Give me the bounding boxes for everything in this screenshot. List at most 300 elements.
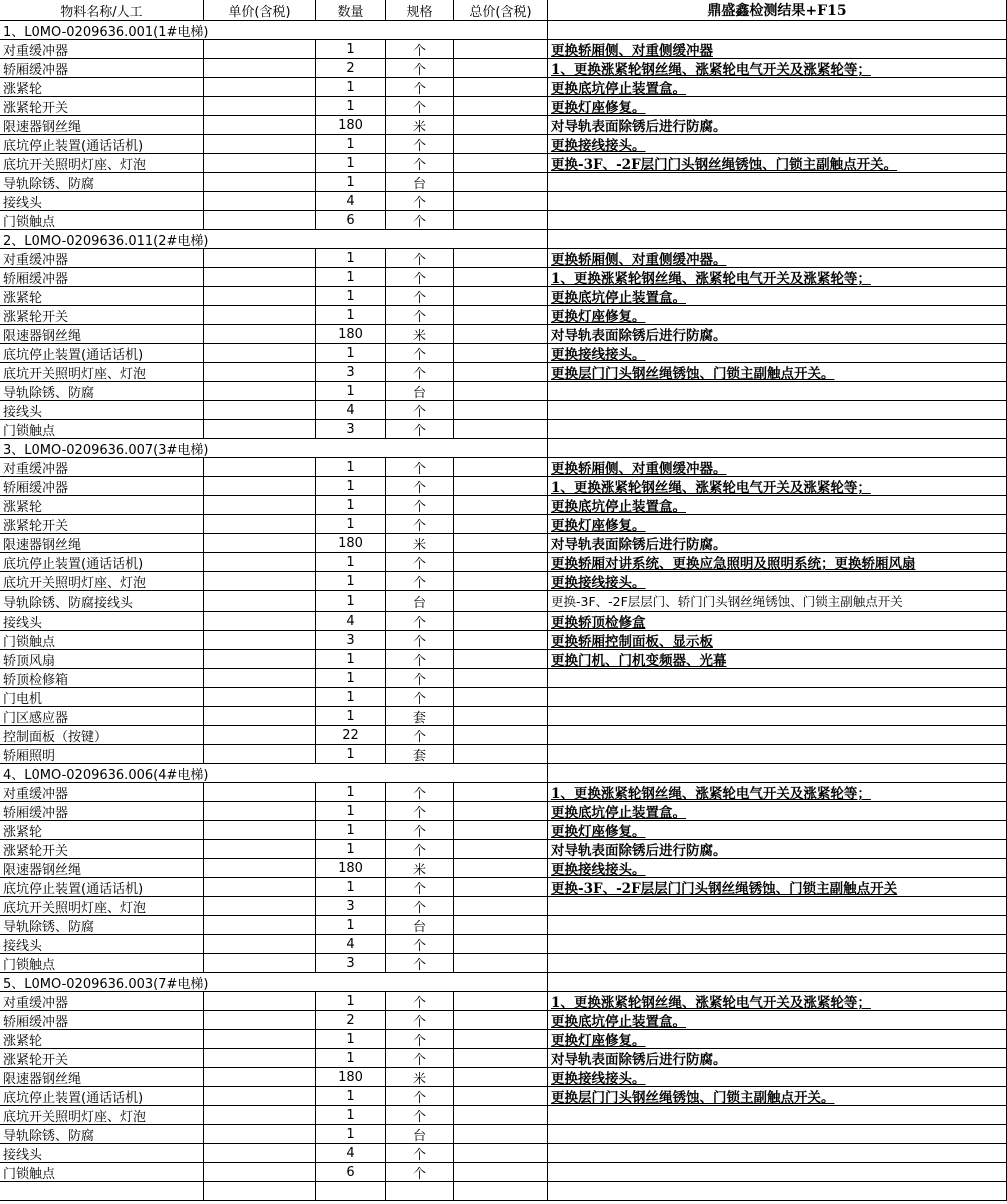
qty-cell[interactable]: 2 [316, 1011, 386, 1030]
qty-cell[interactable]: 6 [316, 211, 386, 230]
total-cell[interactable] [454, 669, 548, 688]
name-cell[interactable]: 接线头 [0, 192, 204, 211]
price-cell[interactable] [204, 211, 316, 230]
price-cell[interactable] [204, 477, 316, 496]
unit-cell[interactable]: 个 [386, 192, 454, 211]
total-cell[interactable] [454, 878, 548, 897]
total-cell[interactable] [454, 192, 548, 211]
unit-cell[interactable]: 米 [386, 325, 454, 344]
result-cell[interactable]: 更换灯座修复。 [548, 821, 1007, 840]
price-cell[interactable] [204, 897, 316, 916]
name-cell[interactable]: 门区感应器 [0, 707, 204, 726]
price-cell[interactable] [204, 726, 316, 745]
name-cell[interactable]: 底坑开关照明灯座、灯泡 [0, 1106, 204, 1125]
result-cell[interactable] [548, 382, 1007, 401]
total-cell[interactable] [454, 650, 548, 669]
name-cell[interactable]: 底坑停止装置(通话话机) [0, 1087, 204, 1106]
qty-cell[interactable]: 1 [316, 40, 386, 59]
result-cell[interactable]: 对导轨表面除锈后进行防腐。 [548, 534, 1007, 553]
price-cell[interactable] [204, 306, 316, 325]
total-cell[interactable] [454, 78, 548, 97]
qty-cell[interactable]: 3 [316, 631, 386, 650]
unit-cell[interactable]: 个 [386, 688, 454, 707]
total-cell[interactable] [454, 1182, 548, 1201]
name-cell[interactable]: 接线头 [0, 401, 204, 420]
unit-cell[interactable]: 个 [386, 612, 454, 631]
result-cell[interactable]: 更换层门门头钢丝绳锈蚀、门锁主副触点开关。 [548, 1087, 1007, 1106]
name-cell[interactable]: 底坑停止装置(通话话机) [0, 344, 204, 363]
result-cell[interactable]: 更换层门门头钢丝绳锈蚀、门锁主副触点开关。 [548, 363, 1007, 382]
unit-cell[interactable]: 个 [386, 1144, 454, 1163]
unit-cell[interactable]: 个 [386, 477, 454, 496]
qty-cell[interactable]: 1 [316, 650, 386, 669]
unit-cell[interactable]: 个 [386, 344, 454, 363]
result-cell[interactable]: 对导轨表面除锈后进行防腐。 [548, 840, 1007, 859]
unit-cell[interactable]: 个 [386, 458, 454, 477]
result-cell[interactable]: 更换接线接头。 [548, 344, 1007, 363]
qty-cell[interactable]: 1 [316, 249, 386, 268]
price-cell[interactable] [204, 249, 316, 268]
total-cell[interactable] [454, 1030, 548, 1049]
qty-cell[interactable]: 1 [316, 572, 386, 591]
qty-cell[interactable]: 1 [316, 591, 386, 612]
result-cell[interactable]: 更换灯座修复。 [548, 1030, 1007, 1049]
name-cell[interactable]: 底坑停止装置(通话话机) [0, 878, 204, 897]
price-cell[interactable] [204, 783, 316, 802]
total-cell[interactable] [454, 631, 548, 650]
qty-cell[interactable]: 1 [316, 1087, 386, 1106]
qty-cell[interactable]: 180 [316, 325, 386, 344]
price-cell[interactable] [204, 344, 316, 363]
name-cell[interactable]: 轿厢缓冲器 [0, 268, 204, 287]
name-cell[interactable]: 接线头 [0, 612, 204, 631]
total-cell[interactable] [454, 268, 548, 287]
result-cell[interactable] [548, 21, 1007, 40]
price-cell[interactable] [204, 612, 316, 631]
name-cell[interactable]: 门锁触点 [0, 211, 204, 230]
price-cell[interactable] [204, 59, 316, 78]
qty-cell[interactable]: 1 [316, 802, 386, 821]
unit-cell[interactable]: 套 [386, 745, 454, 764]
qty-cell[interactable]: 1 [316, 515, 386, 534]
qty-cell[interactable]: 3 [316, 954, 386, 973]
result-cell[interactable] [548, 420, 1007, 439]
price-cell[interactable] [204, 287, 316, 306]
price-cell[interactable] [204, 382, 316, 401]
header-qty[interactable]: 数量 [316, 0, 386, 21]
result-cell[interactable]: 对导轨表面除锈后进行防腐。 [548, 325, 1007, 344]
total-cell[interactable] [454, 1106, 548, 1125]
qty-cell[interactable]: 1 [316, 306, 386, 325]
result-cell[interactable] [548, 745, 1007, 764]
total-cell[interactable] [454, 420, 548, 439]
section-title[interactable]: 3、L0MO-0209636.007(3#电梯) [0, 439, 548, 458]
result-cell[interactable] [548, 897, 1007, 916]
name-cell[interactable]: 导轨除锈、防腐接线头 [0, 591, 204, 612]
result-cell[interactable]: 更换轿厢侧、对重侧缓冲器 [548, 40, 1007, 59]
total-cell[interactable] [454, 287, 548, 306]
total-cell[interactable] [454, 1011, 548, 1030]
result-cell[interactable]: 更换轿顶检修盒 [548, 612, 1007, 631]
total-cell[interactable] [454, 344, 548, 363]
qty-cell[interactable]: 4 [316, 401, 386, 420]
result-cell[interactable]: 更换灯座修复。 [548, 306, 1007, 325]
unit-cell[interactable]: 个 [386, 1011, 454, 1030]
result-cell[interactable] [548, 1125, 1007, 1144]
price-cell[interactable] [204, 363, 316, 382]
total-cell[interactable] [454, 916, 548, 935]
header-name[interactable]: 物料名称/人工 [0, 0, 204, 21]
qty-cell[interactable]: 1 [316, 745, 386, 764]
total-cell[interactable] [454, 802, 548, 821]
price-cell[interactable] [204, 78, 316, 97]
qty-cell[interactable]: 1 [316, 496, 386, 515]
unit-cell[interactable]: 个 [386, 306, 454, 325]
total-cell[interactable] [454, 211, 548, 230]
result-cell[interactable] [548, 726, 1007, 745]
price-cell[interactable] [204, 650, 316, 669]
name-cell[interactable]: 门锁触点 [0, 420, 204, 439]
result-cell[interactable] [548, 401, 1007, 420]
total-cell[interactable] [454, 1068, 548, 1087]
unit-cell[interactable]: 个 [386, 992, 454, 1011]
result-cell[interactable]: 1、更换涨紧轮钢丝绳、涨紧轮电气开关及涨紧轮等； [548, 992, 1007, 1011]
price-cell[interactable] [204, 1106, 316, 1125]
price-cell[interactable] [204, 992, 316, 1011]
result-cell[interactable] [548, 669, 1007, 688]
section-title[interactable]: 2、L0MO-0209636.011(2#电梯) [0, 230, 548, 249]
qty-cell[interactable]: 1 [316, 287, 386, 306]
total-cell[interactable] [454, 1125, 548, 1144]
qty-cell[interactable]: 1 [316, 553, 386, 572]
name-cell[interactable]: 底坑开关照明灯座、灯泡 [0, 154, 204, 173]
total-cell[interactable] [454, 401, 548, 420]
unit-cell[interactable]: 个 [386, 954, 454, 973]
price-cell[interactable] [204, 192, 316, 211]
price-cell[interactable] [204, 553, 316, 572]
name-cell[interactable]: 控制面板（按键） [0, 726, 204, 745]
result-cell[interactable] [548, 1182, 1007, 1201]
qty-cell[interactable]: 1 [316, 173, 386, 192]
unit-cell[interactable]: 台 [386, 591, 454, 612]
name-cell[interactable]: 轿顶风扇 [0, 650, 204, 669]
price-cell[interactable] [204, 821, 316, 840]
name-cell[interactable]: 门锁触点 [0, 631, 204, 650]
name-cell[interactable]: 导轨除锈、防腐 [0, 916, 204, 935]
result-cell[interactable]: 更换底坑停止装置盒。 [548, 802, 1007, 821]
result-cell[interactable]: 1、更换涨紧轮钢丝绳、涨紧轮电气开关及涨紧轮等； [548, 783, 1007, 802]
price-cell[interactable] [204, 534, 316, 553]
name-cell[interactable]: 限速器钢丝绳 [0, 325, 204, 344]
result-cell[interactable]: 更换底坑停止装置盒。 [548, 1011, 1007, 1030]
name-cell[interactable]: 接线头 [0, 1144, 204, 1163]
price-cell[interactable] [204, 1068, 316, 1087]
header-result[interactable]: 鼎盛鑫检测结果+F15 [548, 0, 1007, 21]
qty-cell[interactable]: 1 [316, 154, 386, 173]
name-cell[interactable]: 对重缓冲器 [0, 40, 204, 59]
total-cell[interactable] [454, 840, 548, 859]
total-cell[interactable] [454, 59, 548, 78]
result-cell[interactable]: 1、更换涨紧轮钢丝绳、涨紧轮电气开关及涨紧轮等； [548, 59, 1007, 78]
result-cell[interactable]: 对导轨表面除锈后进行防腐。 [548, 1049, 1007, 1068]
qty-cell[interactable]: 1 [316, 1049, 386, 1068]
name-cell[interactable]: 对重缓冲器 [0, 992, 204, 1011]
total-cell[interactable] [454, 154, 548, 173]
unit-cell[interactable]: 个 [386, 840, 454, 859]
result-cell[interactable] [548, 707, 1007, 726]
total-cell[interactable] [454, 707, 548, 726]
qty-cell[interactable]: 1 [316, 707, 386, 726]
name-cell[interactable]: 对重缓冲器 [0, 783, 204, 802]
total-cell[interactable] [454, 859, 548, 878]
unit-cell[interactable]: 个 [386, 59, 454, 78]
price-cell[interactable] [204, 1087, 316, 1106]
unit-cell[interactable]: 个 [386, 496, 454, 515]
unit-cell[interactable]: 台 [386, 1125, 454, 1144]
unit-cell[interactable]: 个 [386, 553, 454, 572]
result-cell[interactable]: 更换接线接头。 [548, 572, 1007, 591]
total-cell[interactable] [454, 1144, 548, 1163]
price-cell[interactable] [204, 1049, 316, 1068]
unit-cell[interactable]: 台 [386, 382, 454, 401]
unit-cell[interactable]: 个 [386, 287, 454, 306]
result-cell[interactable]: 更换底坑停止装置盒。 [548, 496, 1007, 515]
qty-cell[interactable]: 1 [316, 1030, 386, 1049]
total-cell[interactable] [454, 382, 548, 401]
price-cell[interactable] [204, 116, 316, 135]
unit-cell[interactable]: 个 [386, 669, 454, 688]
unit-cell[interactable]: 台 [386, 173, 454, 192]
total-cell[interactable] [454, 458, 548, 477]
total-cell[interactable] [454, 821, 548, 840]
name-cell[interactable]: 涨紧轮 [0, 1030, 204, 1049]
total-cell[interactable] [454, 1163, 548, 1182]
qty-cell[interactable]: 1 [316, 992, 386, 1011]
unit-cell[interactable]: 个 [386, 97, 454, 116]
total-cell[interactable] [454, 97, 548, 116]
qty-cell[interactable]: 22 [316, 726, 386, 745]
qty-cell[interactable]: 1 [316, 458, 386, 477]
result-cell[interactable]: 更换底坑停止装置盒。 [548, 78, 1007, 97]
qty-cell[interactable]: 4 [316, 192, 386, 211]
result-cell[interactable]: 更换底坑停止装置盒。 [548, 287, 1007, 306]
total-cell[interactable] [454, 496, 548, 515]
unit-cell[interactable]: 个 [386, 650, 454, 669]
price-cell[interactable] [204, 496, 316, 515]
name-cell[interactable]: 底坑停止装置(通话话机) [0, 135, 204, 154]
name-cell[interactable]: 涨紧轮 [0, 78, 204, 97]
name-cell[interactable]: 对重缓冲器 [0, 458, 204, 477]
total-cell[interactable] [454, 745, 548, 764]
total-cell[interactable] [454, 783, 548, 802]
unit-cell[interactable]: 个 [386, 401, 454, 420]
total-cell[interactable] [454, 116, 548, 135]
result-cell[interactable] [548, 973, 1007, 992]
result-cell[interactable]: 1、更换涨紧轮钢丝绳、涨紧轮电气开关及涨紧轮等； [548, 268, 1007, 287]
total-cell[interactable] [454, 534, 548, 553]
header-total[interactable]: 总价(含税) [454, 0, 548, 21]
unit-cell[interactable]: 个 [386, 363, 454, 382]
price-cell[interactable] [204, 154, 316, 173]
result-cell[interactable]: 更换门机、门机变频器、光幕 [548, 650, 1007, 669]
result-cell[interactable]: 更换轿厢对讲系统、更换应急照明及照明系统；更换轿厢风扇 [548, 553, 1007, 572]
unit-cell[interactable]: 个 [386, 249, 454, 268]
result-cell[interactable]: 1、更换涨紧轮钢丝绳、涨紧轮电气开关及涨紧轮等； [548, 477, 1007, 496]
price-cell[interactable] [204, 420, 316, 439]
qty-cell[interactable]: 6 [316, 1163, 386, 1182]
name-cell[interactable]: 轿厢缓冲器 [0, 477, 204, 496]
price-cell[interactable] [204, 859, 316, 878]
name-cell[interactable]: 涨紧轮开关 [0, 1049, 204, 1068]
header-unit[interactable]: 规格 [386, 0, 454, 21]
total-cell[interactable] [454, 992, 548, 1011]
qty-cell[interactable]: 1 [316, 669, 386, 688]
name-cell[interactable]: 限速器钢丝绳 [0, 859, 204, 878]
qty-cell[interactable]: 1 [316, 97, 386, 116]
name-cell[interactable] [0, 1182, 204, 1201]
result-cell[interactable] [548, 935, 1007, 954]
name-cell[interactable]: 对重缓冲器 [0, 249, 204, 268]
price-cell[interactable] [204, 688, 316, 707]
unit-cell[interactable]: 米 [386, 1068, 454, 1087]
header-price[interactable]: 单价(含税) [204, 0, 316, 21]
name-cell[interactable]: 底坑开关照明灯座、灯泡 [0, 897, 204, 916]
result-cell[interactable]: 更换灯座修复。 [548, 515, 1007, 534]
result-cell[interactable] [548, 1144, 1007, 1163]
total-cell[interactable] [454, 572, 548, 591]
price-cell[interactable] [204, 707, 316, 726]
name-cell[interactable]: 底坑停止装置(通话话机) [0, 553, 204, 572]
name-cell[interactable]: 导轨除锈、防腐 [0, 173, 204, 192]
total-cell[interactable] [454, 306, 548, 325]
price-cell[interactable] [204, 916, 316, 935]
price-cell[interactable] [204, 935, 316, 954]
total-cell[interactable] [454, 553, 548, 572]
price-cell[interactable] [204, 745, 316, 764]
qty-cell[interactable] [316, 1182, 386, 1201]
price-cell[interactable] [204, 401, 316, 420]
result-cell[interactable] [548, 1106, 1007, 1125]
result-cell[interactable]: 更换轿厢侧、对重侧缓冲器。 [548, 458, 1007, 477]
result-cell[interactable]: 更换-3F、-2F层门门头钢丝绳锈蚀、门锁主副触点开关。 [548, 154, 1007, 173]
total-cell[interactable] [454, 173, 548, 192]
qty-cell[interactable]: 1 [316, 477, 386, 496]
price-cell[interactable] [204, 97, 316, 116]
result-cell[interactable] [548, 954, 1007, 973]
qty-cell[interactable]: 2 [316, 59, 386, 78]
price-cell[interactable] [204, 1125, 316, 1144]
result-cell[interactable]: 对导轨表面除锈后进行防腐。 [548, 116, 1007, 135]
name-cell[interactable]: 涨紧轮开关 [0, 97, 204, 116]
total-cell[interactable] [454, 40, 548, 59]
result-cell[interactable] [548, 211, 1007, 230]
unit-cell[interactable]: 个 [386, 211, 454, 230]
total-cell[interactable] [454, 897, 548, 916]
total-cell[interactable] [454, 1087, 548, 1106]
name-cell[interactable]: 涨紧轮开关 [0, 306, 204, 325]
name-cell[interactable]: 轿厢照明 [0, 745, 204, 764]
price-cell[interactable] [204, 878, 316, 897]
name-cell[interactable]: 涨紧轮 [0, 496, 204, 515]
name-cell[interactable]: 涨紧轮 [0, 287, 204, 306]
price-cell[interactable] [204, 1030, 316, 1049]
unit-cell[interactable]: 个 [386, 1106, 454, 1125]
qty-cell[interactable]: 180 [316, 116, 386, 135]
total-cell[interactable] [454, 477, 548, 496]
total-cell[interactable] [454, 325, 548, 344]
total-cell[interactable] [454, 135, 548, 154]
qty-cell[interactable]: 1 [316, 268, 386, 287]
result-cell[interactable] [548, 688, 1007, 707]
name-cell[interactable]: 门锁触点 [0, 1163, 204, 1182]
unit-cell[interactable]: 米 [386, 116, 454, 135]
unit-cell[interactable]: 个 [386, 1030, 454, 1049]
total-cell[interactable] [454, 249, 548, 268]
qty-cell[interactable]: 4 [316, 612, 386, 631]
result-cell[interactable]: 更换灯座修复。 [548, 97, 1007, 116]
result-cell[interactable]: 更换-3F、-2F层层门门头钢丝绳锈蚀、门锁主副触点开关 [548, 878, 1007, 897]
price-cell[interactable] [204, 1011, 316, 1030]
unit-cell[interactable]: 米 [386, 534, 454, 553]
name-cell[interactable]: 导轨除锈、防腐 [0, 382, 204, 401]
total-cell[interactable] [454, 515, 548, 534]
total-cell[interactable] [454, 954, 548, 973]
unit-cell[interactable]: 个 [386, 897, 454, 916]
unit-cell[interactable]: 个 [386, 78, 454, 97]
unit-cell[interactable]: 个 [386, 935, 454, 954]
price-cell[interactable] [204, 458, 316, 477]
price-cell[interactable] [204, 40, 316, 59]
name-cell[interactable]: 导轨除锈、防腐 [0, 1125, 204, 1144]
price-cell[interactable] [204, 802, 316, 821]
name-cell[interactable]: 涨紧轮开关 [0, 515, 204, 534]
price-cell[interactable] [204, 1144, 316, 1163]
result-cell[interactable] [548, 192, 1007, 211]
name-cell[interactable]: 涨紧轮 [0, 821, 204, 840]
qty-cell[interactable]: 180 [316, 534, 386, 553]
qty-cell[interactable]: 1 [316, 916, 386, 935]
name-cell[interactable]: 限速器钢丝绳 [0, 1068, 204, 1087]
name-cell[interactable]: 底坑开关照明灯座、灯泡 [0, 572, 204, 591]
qty-cell[interactable]: 1 [316, 382, 386, 401]
unit-cell[interactable]: 台 [386, 916, 454, 935]
unit-cell[interactable]: 个 [386, 572, 454, 591]
qty-cell[interactable]: 3 [316, 420, 386, 439]
total-cell[interactable] [454, 688, 548, 707]
qty-cell[interactable]: 1 [316, 78, 386, 97]
section-title[interactable]: 5、L0MO-0209636.003(7#电梯) [0, 973, 548, 992]
unit-cell[interactable]: 个 [386, 1049, 454, 1068]
price-cell[interactable] [204, 135, 316, 154]
qty-cell[interactable]: 4 [316, 1144, 386, 1163]
name-cell[interactable]: 门电机 [0, 688, 204, 707]
name-cell[interactable]: 限速器钢丝绳 [0, 534, 204, 553]
price-cell[interactable] [204, 572, 316, 591]
qty-cell[interactable]: 1 [316, 135, 386, 154]
result-cell[interactable] [548, 1163, 1007, 1182]
qty-cell[interactable]: 1 [316, 1125, 386, 1144]
unit-cell[interactable]: 个 [386, 154, 454, 173]
total-cell[interactable] [454, 591, 548, 612]
section-title[interactable]: 1、L0MO-0209636.001(1#电梯) [0, 21, 548, 40]
total-cell[interactable] [454, 1049, 548, 1068]
total-cell[interactable] [454, 363, 548, 382]
result-cell[interactable]: 更换接线接头。 [548, 1068, 1007, 1087]
qty-cell[interactable]: 3 [316, 897, 386, 916]
qty-cell[interactable]: 1 [316, 821, 386, 840]
result-cell[interactable] [548, 230, 1007, 249]
unit-cell[interactable]: 个 [386, 1163, 454, 1182]
